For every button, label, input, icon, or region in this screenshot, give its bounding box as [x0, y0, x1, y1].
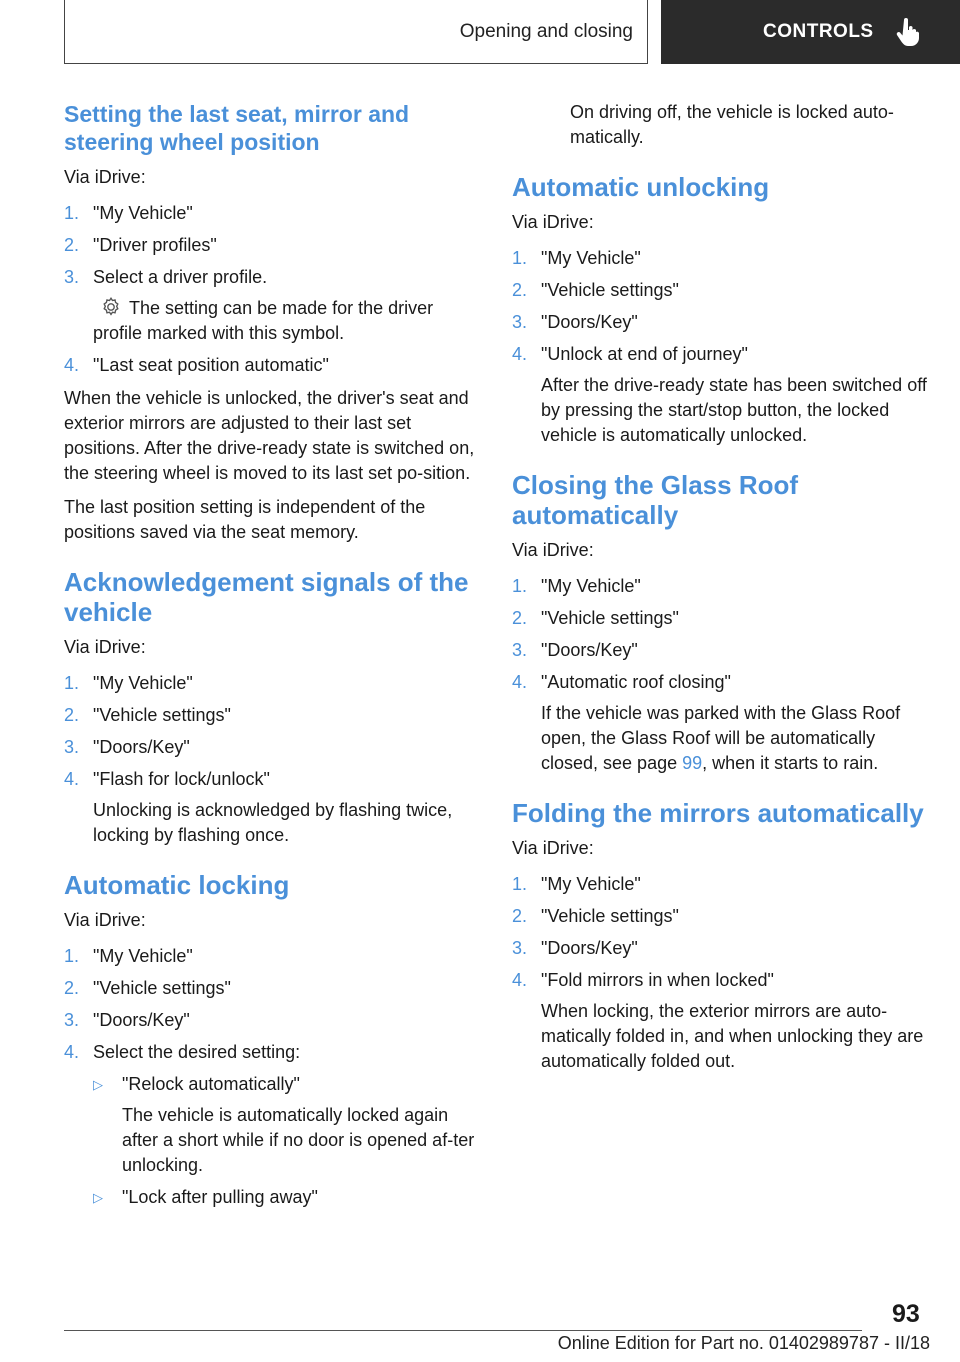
- step-item: 2. "Driver profiles": [64, 235, 217, 255]
- steps-list: [64, 671, 482, 848]
- step-item: 1. "My Vehicle": [512, 576, 641, 596]
- step-item: 1. "My Vehicle": [64, 946, 193, 966]
- page-link[interactable]: 99: [682, 753, 703, 773]
- header-chapter: [661, 0, 960, 64]
- step-note: When locking, the exterior mirrors are auto-matically folded in, and when unlocking they are automatically folded out.: [541, 1001, 924, 1071]
- step-item: 3. "Doors/Key": [512, 938, 638, 958]
- footer-divider: [64, 1330, 862, 1331]
- steps-list: [64, 201, 482, 378]
- page-number: 93: [892, 1300, 920, 1328]
- via-idrive: Via iDrive:: [512, 212, 594, 232]
- section-acknowledgement-signals: [64, 567, 482, 848]
- step-item: 2. "Vehicle settings": [64, 705, 231, 725]
- step-item: 4. Select the desired setting: ▷ "Relock automatically" The vehicle is automatically locked again after a short while if no door is opened af-ter unlocking. ▷ "Lock after pulling away": [64, 1040, 482, 1210]
- steps-list: [512, 246, 930, 448]
- step-item: 4. "Unlock at end of journey" After the drive-ready state has been switched off by pressing the start/stop button, the locked vehicle is automatically unlocked.: [512, 342, 930, 448]
- step-item: 3. "Doors/Key": [64, 737, 190, 757]
- step-note: If the vehicle was parked with the Glass Roof open, the Glass Roof will be automatically closed, see page 99, when it starts to rain.: [541, 703, 901, 773]
- step-note: Unlocking is acknowledged by flashing twice, locking by flashing once.: [93, 800, 453, 845]
- via-idrive: Via iDrive:: [512, 838, 594, 858]
- steps-list: [512, 574, 930, 776]
- heading-folding-mirrors: Folding the mirrors automatically: [512, 798, 924, 828]
- heading-acknowledgement-signals: Acknowledgement signals of the vehicle: [64, 567, 469, 627]
- step-item: 3. "Doors/Key": [512, 312, 638, 332]
- option-note: The vehicle is automatically locked again after a short while if no door is opened af-ter unlocking.: [122, 1105, 475, 1175]
- gear-icon: [100, 296, 122, 318]
- section-automatic-unlocking: [512, 172, 930, 448]
- step-item: 1. "My Vehicle": [512, 874, 641, 894]
- step-item: 1. "My Vehicle": [512, 248, 641, 268]
- header-section-title: [64, 0, 648, 64]
- step-item: 3. "Doors/Key": [64, 1010, 190, 1030]
- step-item: 2. "Vehicle settings": [512, 906, 679, 926]
- step-item: 1. "My Vehicle": [64, 673, 193, 693]
- via-idrive: Via iDrive:: [512, 540, 594, 560]
- triangle-bullet-icon: ▷: [93, 1077, 103, 1092]
- option-item: ▷ "Relock automatically" The vehicle is automatically locked again after a short while if no door is opened af-ter unlocking.: [93, 1072, 482, 1178]
- via-idrive: Via iDrive:: [64, 167, 146, 187]
- step-note: The setting can be made for the driver profile marked with this symbol.: [93, 298, 434, 343]
- step-note: After the drive-ready state has been switched off by pressing the start/stop button, the locked vehicle is automatically unlocked.: [541, 375, 927, 445]
- via-idrive: Via iDrive:: [64, 910, 146, 930]
- section-closing-glass-roof: [512, 470, 930, 776]
- step-item: 1. "My Vehicle": [64, 203, 193, 223]
- heading-automatic-locking: Automatic locking: [64, 870, 290, 900]
- heading-last-seat-position: Setting the last seat, mirror and steering wheel position: [64, 101, 410, 155]
- step-item: 3. Select a driver profile. The setting can be made for the driver profile marked with this symbol.: [64, 265, 482, 346]
- step-item: 4. "Automatic roof closing" If the vehicle was parked with the Glass Roof open, the Glass Roof will be automatically closed, see page 99, when it starts to rain.: [512, 670, 930, 776]
- step-item: 4. "Fold mirrors in when locked" When locking, the exterior mirrors are auto-matically folded in, and when unlocking they are automatically folded out.: [512, 968, 930, 1074]
- via-idrive: Via iDrive:: [64, 637, 146, 657]
- hand-pointer-icon: [896, 18, 920, 46]
- step-item: 4. "Flash for lock/unlock" Unlocking is acknowledged by flashing twice, locking by flashing once.: [64, 767, 482, 848]
- step-item: 2. "Vehicle settings": [512, 608, 679, 628]
- step-item: 3. "Doors/Key": [512, 640, 638, 660]
- option-item: ▷ "Lock after pulling away": [93, 1185, 482, 1210]
- step-item: 2. "Vehicle settings": [512, 280, 679, 300]
- section-folding-mirrors: [512, 798, 930, 1074]
- steps-list: [512, 872, 930, 1074]
- heading-closing-glass-roof: Closing the Glass Roof automatically: [512, 470, 799, 530]
- paragraph: The last position setting is independent of the positions saved via the seat memory.: [64, 497, 426, 542]
- triangle-bullet-icon: ▷: [93, 1190, 103, 1205]
- step-item: 4. "Last seat position automatic": [64, 355, 329, 375]
- left-column: [64, 100, 482, 1232]
- section-last-seat-position: [64, 100, 482, 545]
- section-automatic-locking: [64, 870, 482, 1210]
- heading-automatic-unlocking: Automatic unlocking: [512, 172, 770, 202]
- options-list: [93, 1072, 482, 1210]
- footer-edition: Online Edition for Part no. 01402989787 - II/18: [557, 1333, 930, 1353]
- chapter-name: CONTROLS: [763, 21, 874, 42]
- steps-list: [64, 944, 482, 1210]
- paragraph: When the vehicle is unlocked, the driver's seat and exterior mirrors are adjusted to their last set positions. After the drive-ready state is switched on, the steering wheel is moved to its last set po-sition.: [64, 388, 475, 483]
- section-name: Opening and closing: [459, 20, 633, 42]
- right-column: [512, 100, 930, 1096]
- continued-paragraph: On driving off, the vehicle is locked auto-matically.: [570, 102, 894, 147]
- step-item: 2. "Vehicle settings": [64, 978, 231, 998]
